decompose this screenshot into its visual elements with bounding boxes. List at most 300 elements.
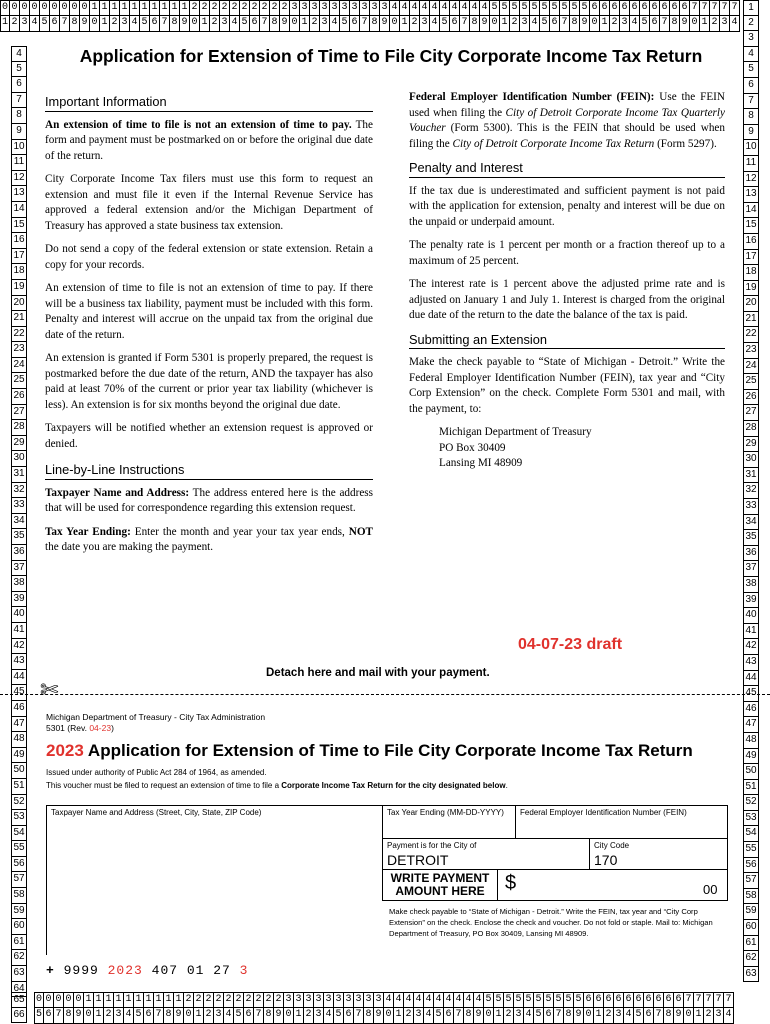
ruler-digit: 4 [330,16,340,32]
ruler-digit: 8 [270,16,280,32]
ruler-digit: 4 [324,1008,334,1024]
line-number: 58 [743,889,759,905]
ruler-digit: 7 [700,0,710,16]
line-number: 64 [11,982,27,998]
ruler-digit: 5 [514,992,524,1008]
ruler-digit: 4 [480,0,490,16]
form-number [46,723,265,734]
ruler-digit: 0 [80,0,90,16]
line-number: 54 [743,826,759,842]
ruler-digit: 9 [674,1008,684,1024]
ruler-digit: 3 [20,16,30,32]
line-number: 16 [11,233,27,249]
line-number: 50 [743,764,759,780]
ruler-digit: 8 [264,1008,274,1024]
line-number: 42 [743,639,759,655]
ruler-digit: 0 [20,0,30,16]
line-number: 45 [11,685,27,701]
city-value: DETROIT [387,852,449,868]
ruler-digit: 4 [430,16,440,32]
fein-field[interactable] [516,805,728,839]
ruler-digit: 6 [624,992,634,1008]
ruler-digit: 5 [560,0,570,16]
ruler-digit: 1 [174,992,184,1008]
dollar-sign: $ [505,872,517,894]
penalty-p2: The penalty rate is 1 percent per month or a fraction thereof up to a maximum of 25 percent. [409,239,725,267]
ruler-digit: 7 [720,0,730,16]
line-number: 26 [11,389,27,405]
important-p2: City Corporate Income Tax filers must use this form to request an extension and must file it even if the Internal Revenue Service has approved a federal extension and/or the Michigan Department of Treasury has approved a state business tax extension. [45,173,373,232]
line-number: 25 [743,374,759,390]
line-number: 10 [11,140,27,156]
important-p4: An extension of time to file is not an extension of time to pay. If there will be a business tax liability, payment must be included with this form. Penalty and interest will accrue on the unpaid tax from the original due date of the return. [45,282,373,341]
voucher-year: 2023 [46,741,84,760]
purpose-pre: This voucher must be filed to request an extension of time to file a [46,781,282,790]
line-number: 63 [743,967,759,983]
line-number: 56 [743,858,759,874]
tax-year-field[interactable] [382,805,516,839]
ruler-digit: 3 [614,1008,624,1024]
ruler-digit: 6 [150,16,160,32]
line-number: 53 [743,811,759,827]
scan-plus: + [46,963,55,978]
line-number: 5 [11,62,27,78]
ruler-digit: 1 [194,1008,204,1024]
line-number: 11 [11,155,27,171]
ruler-digit: 4 [724,1008,734,1024]
ruler-digit: 3 [320,0,330,16]
ruler-digit: 6 [650,0,660,16]
line-number: 48 [11,732,27,748]
line-number: 19 [11,280,27,296]
ruler-digit: 3 [284,992,294,1008]
line-number: 61 [743,936,759,952]
line-number: 12 [743,172,759,188]
ruler-digit: 8 [670,16,680,32]
fein-i2: City of Detroit Corporate Income Tax Return [452,137,655,150]
line-number: 9 [11,124,27,140]
ruler-digit: 2 [190,0,200,16]
line-number: 39 [743,593,759,609]
ruler-digit: 4 [454,992,464,1008]
line-number: 44 [11,670,27,686]
ruler-digit: 4 [624,1008,634,1024]
ruler-digit: 3 [360,0,370,16]
ruler-digit: 4 [430,0,440,16]
ruler-digit: 1 [84,992,94,1008]
ruler-digit: 2 [204,992,214,1008]
city-code-field [589,838,728,870]
ruler-digit: 7 [714,992,724,1008]
addr-line2: PO Box 30409 [439,441,506,454]
scan-c: 3 [239,963,249,978]
right-line-numbers [743,0,759,982]
ruler-digit: 3 [370,0,380,16]
ruler-digit: 7 [724,992,734,1008]
ruler-digit: 1 [160,0,170,16]
ruler-digit: 7 [260,16,270,32]
ruler-digit: 8 [164,1008,174,1024]
ruler-digit: 0 [490,16,500,32]
scan-a: 9999 [54,963,108,978]
ruler-digit: 6 [644,992,654,1008]
ruler-digit: 4 [30,16,40,32]
taxpayer-label: Taxpayer Name and Address (Street, City, State, ZIP Code) [51,808,262,817]
ruler-digit: 3 [720,16,730,32]
ruler-digit: 3 [320,16,330,32]
ruler-digit: 5 [240,16,250,32]
line-number: 41 [743,624,759,640]
ruler-digit: 0 [290,16,300,32]
ruler-digit: 7 [710,0,720,16]
ruler-digit: 3 [520,16,530,32]
ruler-digit: 5 [534,992,544,1008]
ruler-digit: 9 [74,1008,84,1024]
ruler-digit: 8 [370,16,380,32]
line-p1-bold: Taxpayer Name and Address: [45,486,190,499]
line-number: 54 [11,826,27,842]
line-number: 46 [743,702,759,718]
ruler-digit: 2 [210,16,220,32]
ruler-digit: 1 [144,992,154,1008]
ruler-digit: 7 [660,16,670,32]
ruler-digit: 8 [464,1008,474,1024]
ruler-digit: 8 [564,1008,574,1024]
ruler-digit: 2 [270,0,280,16]
line-number: 45 [743,686,759,702]
line-number: 17 [743,250,759,266]
ruler-digit: 6 [550,16,560,32]
ruler-digit: 6 [630,0,640,16]
ruler-digit: 5 [500,0,510,16]
ruler-digit: 7 [54,1008,64,1024]
ruler-digit: 1 [700,16,710,32]
ruler-digit: 4 [434,992,444,1008]
line-number: 14 [743,203,759,219]
ruler-digit: 2 [214,992,224,1008]
top-ruler [0,0,770,32]
ruler-digit: 0 [54,992,64,1008]
ruler-digit: 6 [250,16,260,32]
ruler-digit: 6 [680,0,690,16]
ruler-digit: 5 [504,992,514,1008]
line-number: 8 [743,109,759,125]
ruler-digit: 3 [514,1008,524,1024]
addr-line3: Lansing MI 48909 [439,457,523,469]
ruler-digit: 7 [460,16,470,32]
line-number: 59 [11,904,27,920]
ruler-digit: 6 [620,0,630,16]
line-number: 30 [743,452,759,468]
line-number: 32 [11,483,27,499]
line-number: 63 [11,966,27,982]
important-heading: Important Information [45,94,373,112]
ruler-digit: 4 [424,1008,434,1024]
form-rev: 04-23 [89,723,112,733]
ruler-digit: 6 [594,992,604,1008]
ruler-digit: 3 [344,992,354,1008]
line-number: 61 [11,935,27,951]
ruler-digit: 5 [634,1008,644,1024]
ruler-digit: 2 [10,16,20,32]
ruler-digit: 1 [140,0,150,16]
ruler-digit: 5 [540,0,550,16]
line-number: 20 [11,296,27,312]
line-number: 52 [743,795,759,811]
ruler-digit: 5 [510,0,520,16]
ruler-digit: 4 [530,16,540,32]
ruler-digit: 7 [454,1008,464,1024]
ruler-digit: 3 [294,992,304,1008]
ruler-digit: 2 [250,0,260,16]
ruler-digit: 1 [130,0,140,16]
ruler-digit: 6 [584,992,594,1008]
ruler-digit: 6 [350,16,360,32]
ruler-digit: 5 [334,1008,344,1024]
agency-name: Michigan Department of Treasury - City Tax Administration [46,712,266,722]
ruler-digit: 2 [254,992,264,1008]
line-number: 40 [11,607,27,623]
ruler-digit: 2 [234,992,244,1008]
ruler-digit: 3 [350,0,360,16]
ruler-digit: 7 [360,16,370,32]
penalty-p1: If the tax due is underestimated and sufficient payment is not paid with the application for extension, penalty and interest will be due on the unpaid or underpaid amount. [409,184,725,228]
ruler-digit: 4 [390,0,400,16]
penalty-heading: Penalty and Interest [409,160,725,178]
line-number: 21 [743,312,759,328]
ruler-digit: 2 [504,1008,514,1024]
line-number: 24 [743,359,759,375]
ruler-digit: 5 [524,992,534,1008]
line-p2-mid: Enter the month and year your tax year ends, [130,525,349,538]
cut-line [0,694,770,695]
line-number: 27 [11,405,27,421]
line-number: 33 [743,499,759,515]
line-number: 42 [11,639,27,655]
payment-note: Make check payable to “State of Michigan - Detroit.” Write the FEIN, tax year and “City Corp Extension” on the check. Enclose the check and voucher. Do not fold or staple. Mail to: Michigan Department of Treasury, PO Box 30409, Lansing MI 48909. [389,907,713,938]
line-number: 34 [11,514,27,530]
line-number: 19 [743,281,759,297]
important-p3: Do not send a copy of the federal extension or state extension. Retain a copy for your records. [45,243,373,271]
ruler-digit: 1 [134,992,144,1008]
purpose-bold: Corporate Income Tax Return for the city designated below [281,781,506,790]
ruler-digit: 2 [264,992,274,1008]
line-number: 4 [743,47,759,63]
ruler-digit: 0 [590,16,600,32]
voucher-title-text: Application for Extension of Time to File City Corporate Income Tax Return [83,741,693,760]
ruler-digit: 2 [310,16,320,32]
ruler-digit: 1 [594,1008,604,1024]
ruler-digit: 4 [410,0,420,16]
ruler-digit: 2 [710,16,720,32]
line-number: 22 [11,327,27,343]
line-number: 58 [11,888,27,904]
ruler-digit: 1 [164,992,174,1008]
line-number: 35 [743,530,759,546]
ruler-digit: 9 [474,1008,484,1024]
ruler-digit: 4 [444,992,454,1008]
line-number: 21 [11,311,27,327]
line-number: 66 [11,1008,27,1024]
ruler-digit: 1 [150,0,160,16]
ruler-digit: 0 [34,992,44,1008]
line-number: 36 [743,546,759,562]
line-number: 35 [11,529,27,545]
ruler-digit: 5 [484,992,494,1008]
bottom-ruler-tens [34,992,770,1008]
submitting-p1: Make the check payable to “State of Michigan - Detroit.” Write the Federal Employer Identification Number (FEIN), tax year and “City Corp Extension” on the check. Complete Form 5301 and mail, with the payment, to: [409,356,725,415]
line-number: 9 [743,125,759,141]
line-p2 [45,525,373,556]
line-number: 53 [11,810,27,826]
line-number: 26 [743,390,759,406]
ruler-digit: 3 [324,992,334,1008]
ruler-digit: 5 [540,16,550,32]
submitting-heading: Submitting an Extension [409,332,725,350]
ruler-digit: 2 [194,992,204,1008]
line-number: 11 [743,156,759,172]
ruler-digit: 4 [394,992,404,1008]
ruler-digit: 9 [180,16,190,32]
ruler-digit: 0 [50,0,60,16]
ruler-digit: 1 [104,992,114,1008]
mailing-address [439,425,725,472]
line-p1 [45,486,373,517]
line-number: 24 [11,358,27,374]
ruler-digit: 4 [230,16,240,32]
ruler-digit: 7 [254,1008,264,1024]
ruler-digit: 0 [70,0,80,16]
ruler-digit: 1 [600,16,610,32]
line-number: 52 [11,795,27,811]
voucher-title [46,741,693,761]
line-number: 30 [11,451,27,467]
ruler-digit: 0 [90,16,100,32]
ruler-digit: 7 [694,992,704,1008]
ruler-digit: 4 [424,992,434,1008]
ruler-digit: 9 [480,16,490,32]
line-number: 10 [743,140,759,156]
amount-label-box [382,869,498,901]
fein-t3: (Form 5297). [654,137,717,150]
ruler-digit: 6 [640,0,650,16]
ruler-digit: 5 [580,0,590,16]
ruler-digit: 3 [620,16,630,32]
payment-amount-input[interactable] [497,869,728,901]
ruler-digit: 0 [284,1008,294,1024]
line-number: 37 [11,561,27,577]
ruler-digit: 8 [70,16,80,32]
line-number: 14 [11,202,27,218]
ruler-digit: 4 [524,1008,534,1024]
ruler-digit: 9 [174,1008,184,1024]
ruler-digit: 1 [394,1008,404,1024]
ruler-digit: 6 [604,992,614,1008]
addr-line1: Michigan Department of Treasury [439,426,592,438]
taxpayer-address-field[interactable] [46,805,382,955]
line-number: 50 [11,763,27,779]
line-number: 44 [743,671,759,687]
ruler-digit: 1 [180,0,190,16]
line-number: 41 [11,623,27,639]
ruler-digit: 6 [44,1008,54,1024]
ruler-digit: 2 [260,0,270,16]
line-number: 34 [743,515,759,531]
ruler-digit: 3 [354,992,364,1008]
draft-watermark: 04-07-23 draft [518,636,623,653]
line-number: 6 [743,78,759,94]
ruler-digit: 1 [124,992,134,1008]
authority-line: Issued under authority of Public Act 284 of 1964, as amended. [46,768,267,777]
ruler-digit: 4 [404,992,414,1008]
scissors-icon: ✄ [40,677,59,702]
line-by-line-heading: Line-by-Line Instructions [45,462,373,480]
top-ruler-units [0,16,770,32]
ruler-digit: 1 [200,16,210,32]
line-number: 47 [743,717,759,733]
ruler-digit: 6 [444,1008,454,1024]
ruler-digit: 3 [314,1008,324,1024]
ruler-digit: 5 [490,0,500,16]
ruler-digit: 1 [500,16,510,32]
fein-bold: Federal Employer Identification Number (FEIN): [409,91,655,103]
line-number: 59 [743,904,759,920]
ruler-digit: 6 [670,0,680,16]
fein-t2: (Form 5300). This is the FEIN that should be used when filing the [409,122,725,150]
ruler-digit: 7 [560,16,570,32]
ruler-digit: 2 [204,1008,214,1024]
line-number: 2 [743,16,759,32]
ruler-digit: 4 [470,0,480,16]
line-number: 56 [11,857,27,873]
ruler-digit: 6 [614,992,624,1008]
line-number: 43 [743,655,759,671]
voucher-subtitle [46,766,508,792]
ruler-digit: 2 [404,1008,414,1024]
ruler-digit: 3 [310,0,320,16]
ruler-digit: 9 [574,1008,584,1024]
ruler-digit: 1 [154,992,164,1008]
ruler-digit: 5 [440,16,450,32]
line-number: 18 [743,265,759,281]
line-number: 3 [743,31,759,47]
ruler-digit: 0 [40,0,50,16]
ruler-digit: 4 [130,16,140,32]
line-number: 55 [743,842,759,858]
ruler-digit: 4 [224,1008,234,1024]
line-number: 48 [743,733,759,749]
line-number: 28 [743,421,759,437]
ruler-digit: 6 [50,16,60,32]
line-number: 5 [743,62,759,78]
important-p6: Taxpayers will be notified whether an extension request is approved or denied. [45,422,373,450]
left-column [45,94,373,564]
city-label: Payment is for the City of [387,841,477,850]
line-number: 25 [11,373,27,389]
ruler-digit: 5 [140,16,150,32]
line-number: 29 [11,436,27,452]
ruler-digit: 8 [570,16,580,32]
ruler-digit: 4 [450,0,460,16]
ruler-digit: 9 [274,1008,284,1024]
line-p2-rest: the date you are making the payment. [45,541,214,553]
page-title: Application for Extension of Time to File City Corporate Income Tax Return [79,46,703,66]
ruler-digit: 6 [344,1008,354,1024]
left-line-numbers-bottom [11,992,27,1023]
ruler-digit: 5 [494,992,504,1008]
ruler-digit: 1 [0,16,10,32]
city-code-value: 170 [594,852,618,868]
